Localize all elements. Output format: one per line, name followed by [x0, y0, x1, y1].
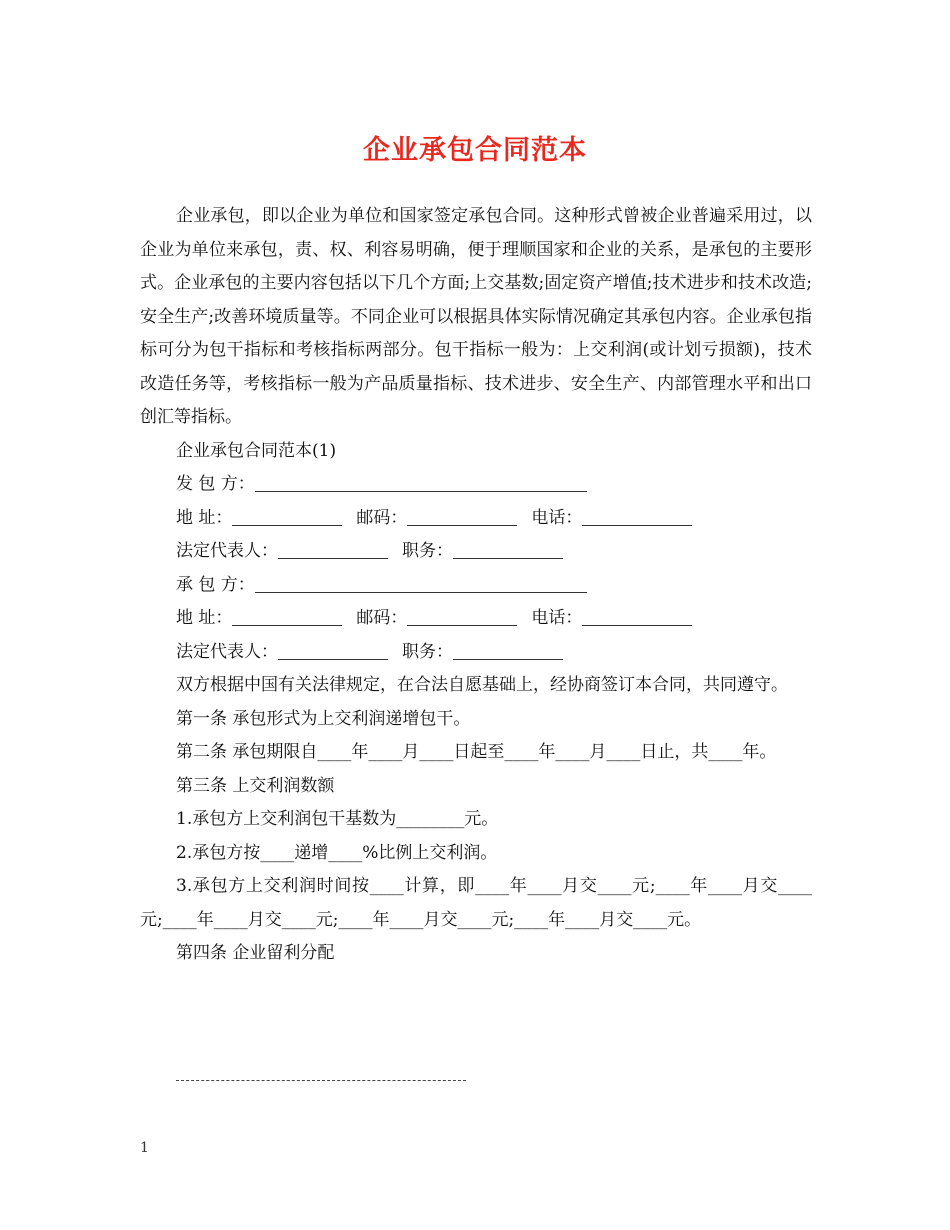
party-a-rep-blank — [278, 541, 388, 559]
party-b-address-line — [140, 602, 812, 636]
party-a-blank — [255, 474, 587, 492]
article-1: 第一条 承包形式为上交利润递增包干。 — [176, 708, 471, 729]
party-a-phone-label: 电话： — [531, 507, 583, 528]
document-body — [140, 200, 812, 971]
party-a-position-label: 职务： — [402, 541, 453, 561]
party-a-rep-label: 法定代表人： — [176, 541, 278, 561]
article-3-title: 第三条 上交利润数额 — [176, 775, 335, 796]
party-a-address-blank — [232, 508, 342, 526]
article-3-item-3: 3.承包方上交利润时间按____计算，即____年____月交____元;____年____月交____元;____年____月交____元;____年____月交____元;____年____月交____元。 — [140, 876, 812, 930]
party-b-postcode-blank — [407, 608, 517, 626]
party-a-postcode-label: 邮码： — [356, 507, 408, 528]
party-b-label: 承 包 方： — [176, 574, 255, 595]
party-b-position-blank — [453, 642, 563, 660]
party-a-postcode-blank — [407, 508, 517, 526]
article-4-title: 第四条 企业留利分配 — [176, 943, 335, 963]
party-a-address-label: 地 址： — [176, 507, 233, 528]
party-b-address-blank — [232, 608, 342, 626]
article-3-item-1: 1.承包方上交利润包干基数为________元。 — [176, 809, 499, 829]
party-b-phone-blank — [582, 608, 692, 626]
contract-subtitle: 企业承包合同范本(1) — [176, 440, 337, 461]
agreement-paragraph: 双方根据中国有关法律规定，在合法自愿基础上，经协商签订本合同，共同遵守。 — [176, 675, 788, 695]
party-a-label: 发 包 方： — [176, 474, 255, 494]
party-b-address-label: 地 址： — [176, 608, 233, 628]
article-3-item-2: 2.承包方按____递增____%比例上交利润。 — [176, 842, 498, 863]
party-a-rep-line — [140, 535, 812, 569]
party-b-position-label: 职务： — [402, 641, 453, 662]
party-b-line — [140, 569, 812, 603]
party-a-line — [140, 468, 812, 502]
document-title: 企业承包合同范本 — [363, 135, 587, 166]
intro-paragraph: 企业承包，即以企业为单位和国家签定承包合同。这种形式曾被企业普遍采用过，以企业为单位来承包，责、权、利容易明确，便于理顺国家和企业的关系，是承包的主要形式。企业承包的主要内容包括以下几个方面;上交基数;固定资产增值;技术进步和技术改造;安全生产;改善环境质量等。不同企业可以根据具体实际情况确定其承包内容。企业承包指标可分为包干指标和考核指标两部分。包干指标一般为：上交利润(或计划亏损额)，技术改造任务等，考核指标一般为产品质量指标、技术进步、安全生产、内部管理水平和出口创汇等指标。 — [140, 206, 812, 427]
dashed-divider — [176, 1080, 466, 1081]
party-a-address-line — [140, 502, 812, 536]
party-a-phone-blank — [582, 508, 692, 526]
party-b-blank — [255, 575, 587, 593]
party-b-rep-blank — [278, 642, 388, 660]
party-b-phone-label: 电话： — [531, 608, 583, 628]
party-a-position-blank — [453, 541, 563, 559]
party-b-rep-line — [140, 636, 812, 670]
party-b-rep-label: 法定代表人： — [176, 641, 278, 662]
party-b-postcode-label: 邮码： — [356, 608, 408, 628]
article-2: 第二条 承包期限自____年____月____日起至____年____月____日止，共____年。 — [176, 742, 777, 762]
page-number: 1 — [140, 1140, 149, 1156]
